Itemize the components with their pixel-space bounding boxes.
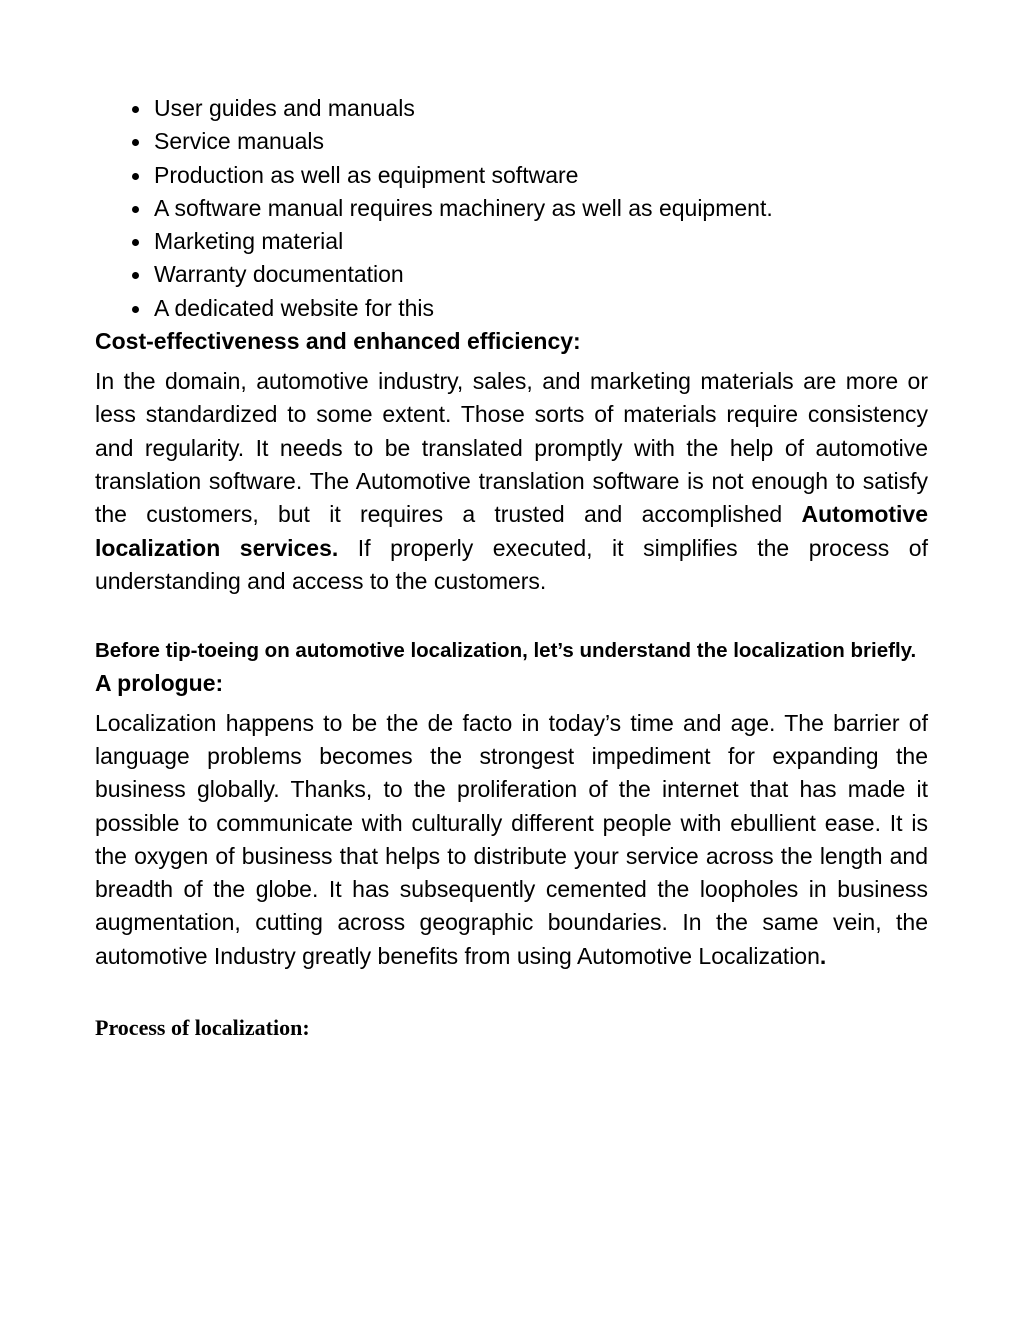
list-item-text: Production as well as equipment software xyxy=(154,161,579,188)
paragraph-end-mark: . xyxy=(819,942,827,969)
bullet-icon xyxy=(132,239,139,246)
bullet-icon xyxy=(132,139,139,146)
bullet-icon xyxy=(132,173,139,180)
list-item xyxy=(154,292,928,325)
list-item xyxy=(154,125,928,158)
list-item-text: A software manual requires machinery as well as equipment. xyxy=(154,194,773,221)
process-heading: Process of localization: xyxy=(95,1015,310,1041)
prologue-heading: A prologue: xyxy=(95,669,224,696)
deliverables-list xyxy=(95,92,928,325)
bullet-icon xyxy=(132,272,139,279)
cost-effectiveness-heading: Cost-effectiveness and enhanced efficiency: xyxy=(95,328,581,355)
list-item-text: Service manuals xyxy=(154,128,325,155)
list-item xyxy=(154,192,928,225)
list-item-text: A dedicated website for this xyxy=(154,294,434,321)
list-item xyxy=(154,92,928,125)
paragraph-text: Localization happens to be the de facto in today’s time and age. The barrier of language problems becomes the strongest impediment for expanding the business globally. Thanks, to the proliferation of the internet that has made it possible to communicate with culturally different people with ebullient ease. It is the oxygen of business that helps to distribute your service across the length and breadth of the globe. It has subsequently cemented the loopholes in business augmentation, cutting across geographic boundaries. In the same vein, the automotive Industry greatly benefits from using Automotive Localization xyxy=(95,709,928,969)
cost-effectiveness-paragraph xyxy=(95,365,928,598)
paragraph-text: If properly executed, it simplifies the process of understanding and access to the customers. xyxy=(95,534,928,594)
list-item-text: User guides and manuals xyxy=(154,95,415,121)
lead-statement: Before tip-toeing on automotive localization, let’s understand the localization briefly. xyxy=(95,639,917,663)
bullet-icon xyxy=(132,206,139,213)
list-item xyxy=(154,225,928,258)
list-item-text: Marketing material xyxy=(154,228,344,255)
paragraph-text: In the domain, automotive industry, sales, and marketing materials are more or less standardized to some extent. Those sorts of materials require consistency and regularity. It needs to be translated promptly with the help of automotive translation software. The Automotive translation software is not enough to satisfy the customers, but it requires a trusted and accomplished xyxy=(95,368,928,528)
prologue-paragraph xyxy=(95,707,928,973)
document-page xyxy=(95,92,928,1043)
list-item xyxy=(154,258,928,291)
localization-services-emphasis: Automotive localization services. xyxy=(95,501,928,561)
list-item xyxy=(154,159,928,192)
list-item-text: Warranty documentation xyxy=(154,261,404,288)
bullet-icon xyxy=(132,306,139,313)
bullet-icon xyxy=(132,106,139,113)
